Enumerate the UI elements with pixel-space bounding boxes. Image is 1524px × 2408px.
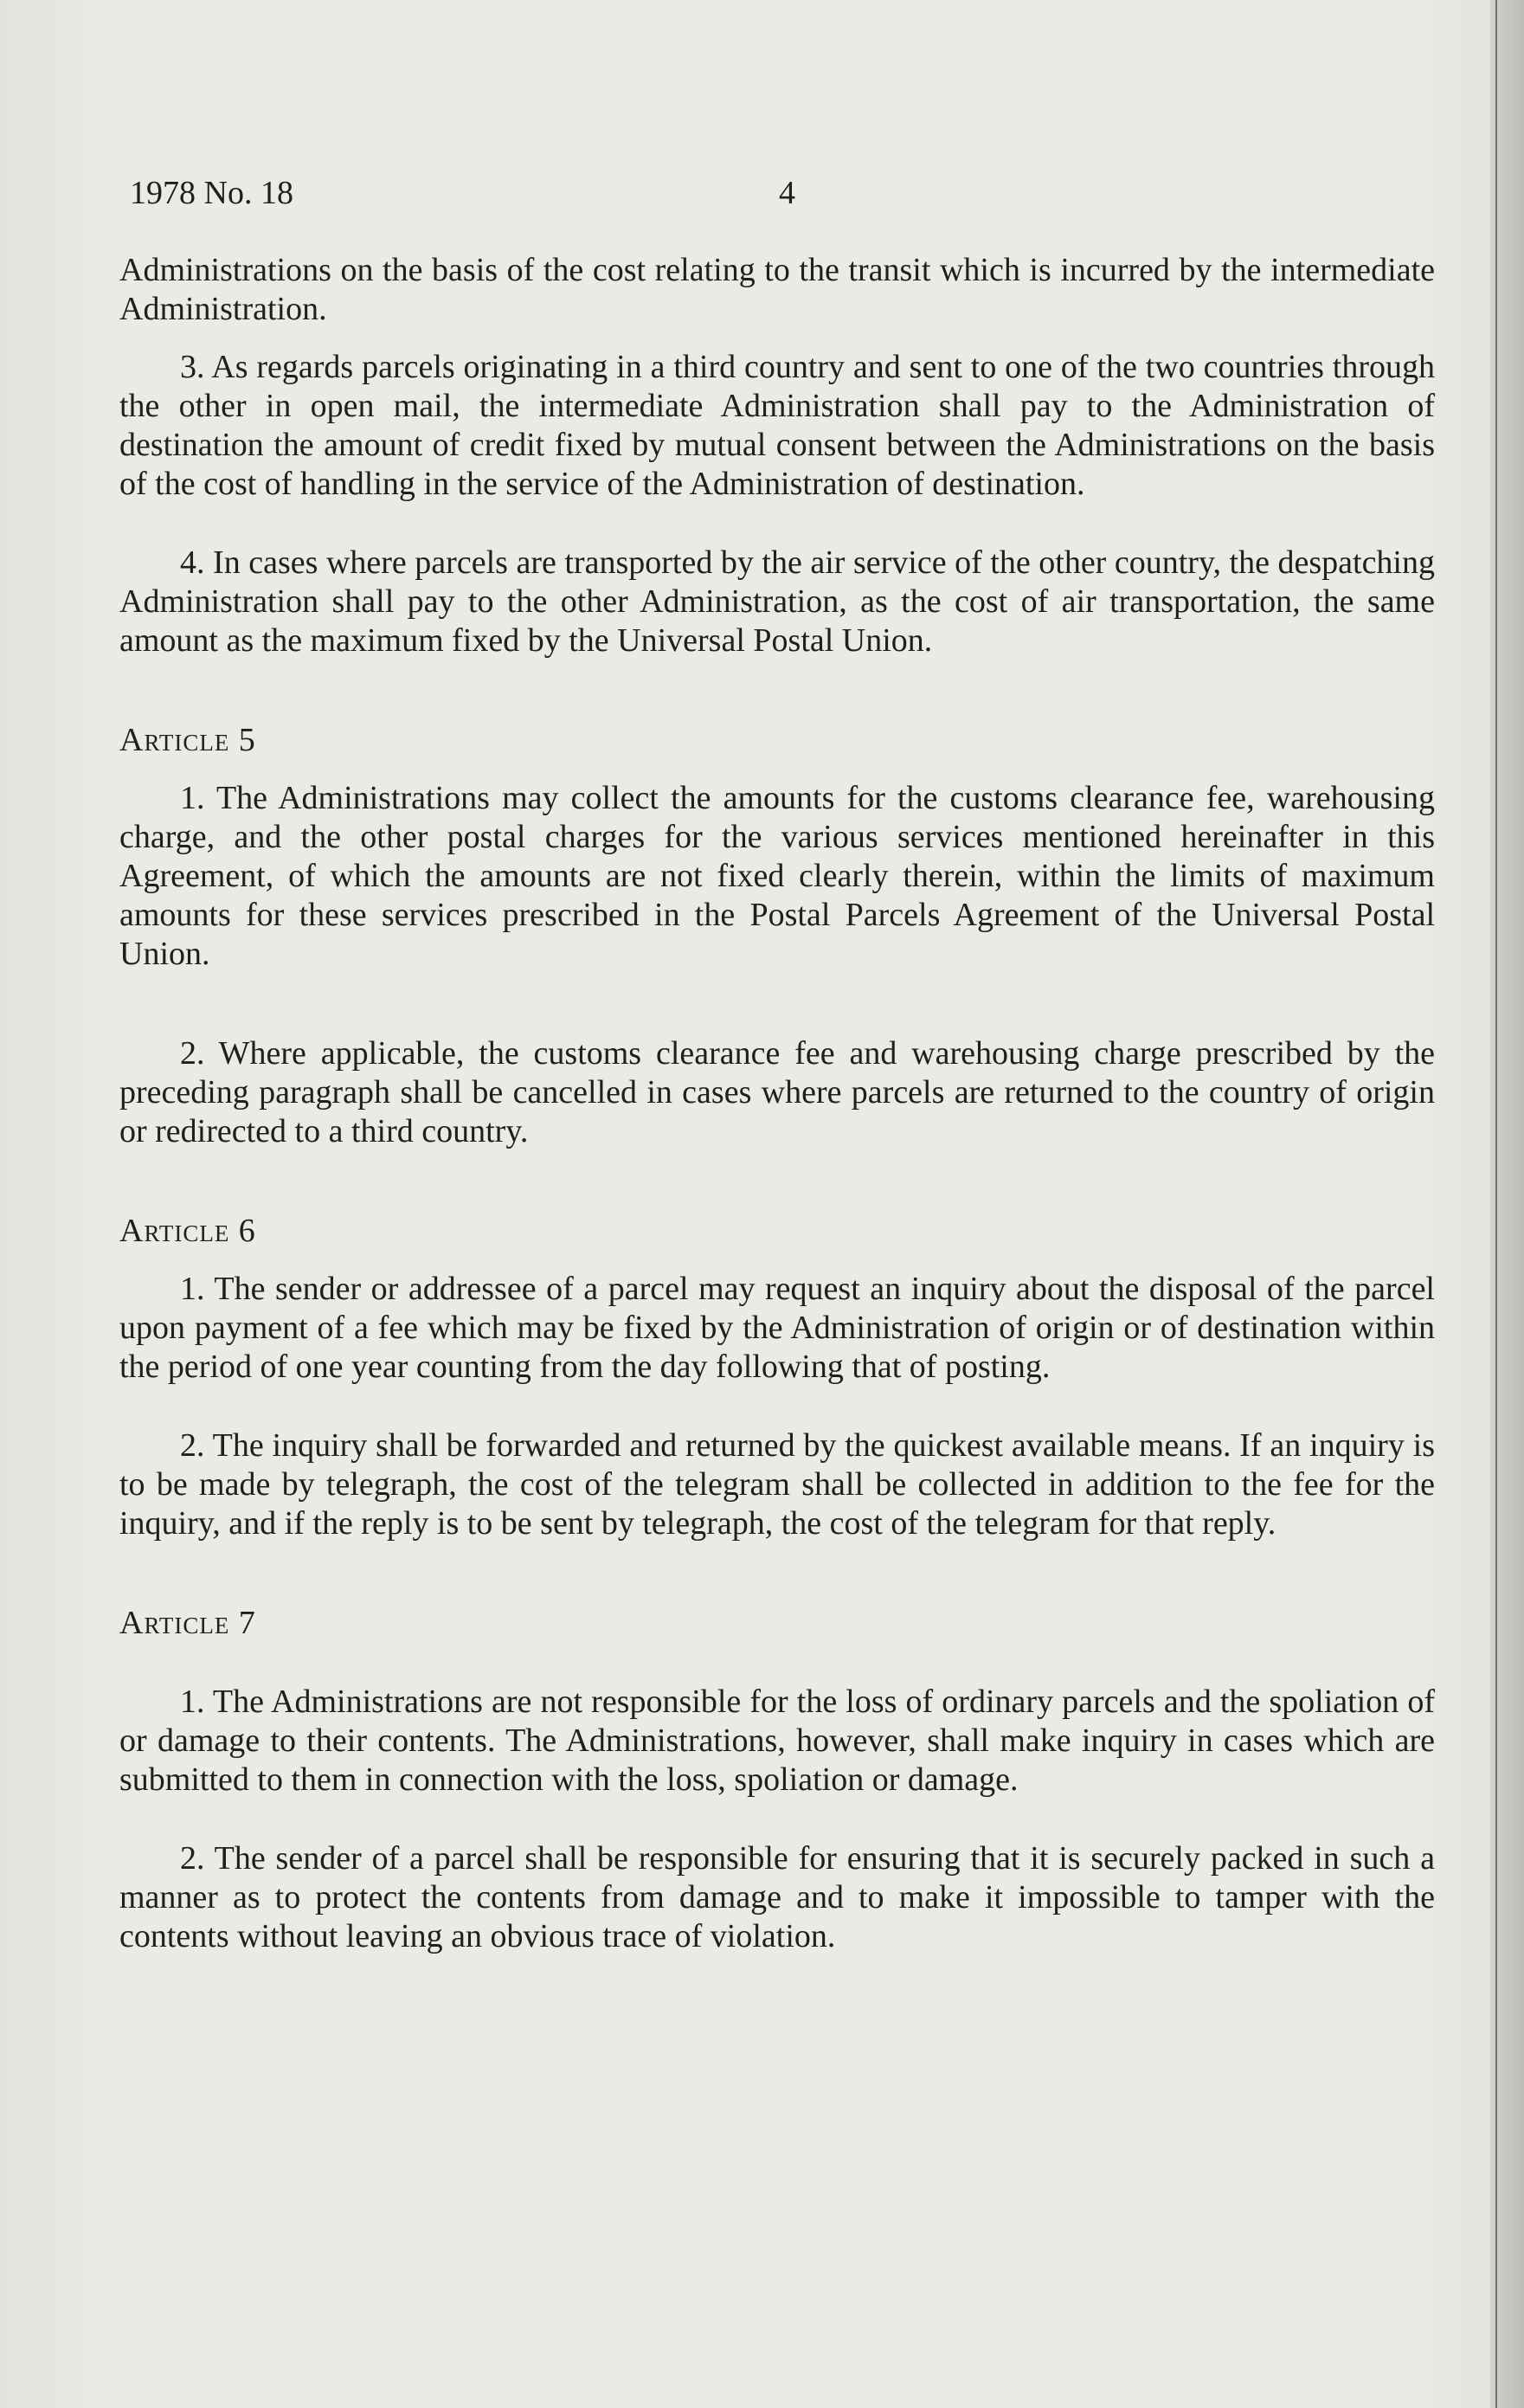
article-6-paragraph-1: 1. The sender or addressee of a parcel may request an inquiry about the disposal of the parcel upon payment of a fee which may be fixed by the Administration of origin or of destination within the period of one year counting from the day following that of posting. <box>119 1271 1435 1385</box>
article-5-paragraph-2: 2. Where applicable, the customs clearance fee and warehousing charge prescribed by the preceding paragraph shall be cancelled in cases where parcels are returned to the country of origin or redirected to a third country. <box>119 1035 1435 1149</box>
article-6-heading: Article 6 <box>119 1213 256 1249</box>
article-5-heading: Article 5 <box>119 722 256 758</box>
document-reference: 1978 No. 18 <box>130 175 293 211</box>
document-body <box>119 251 1435 1956</box>
page-header <box>130 171 1428 215</box>
continued-paragraph: Administrations on the basis of the cost relating to the transit which is incurred by the intermediate Administration. <box>119 252 1435 327</box>
article-6-paragraph-2: 2. The inquiry shall be forwarded and returned by the quickest available means. If an inquiry is to be made by telegraph, the cost of the telegram shall be collected in addition to the fee for the inquiry, and if the reply is to be sent by telegraph, the cost of the telegram for that reply. <box>119 1427 1435 1542</box>
paragraph-3: 3. As regards parcels originating in a third country and sent to one of the two countries through the other in open mail, the intermediate Administration shall pay to the Administration of destination the amount of credit fixed by mutual consent between the Administrations on the basis of the cost of handling in the service of the Administration of destination. <box>119 349 1435 502</box>
article-7-paragraph-2: 2. The sender of a parcel shall be responsible for ensuring that it is securely packed in such a manner as to protect the contents from damage and to make it impossible to tamper with the contents without leaving an obvious trace of violation. <box>119 1840 1435 1954</box>
article-5-paragraph-1: 1. The Administrations may collect the amounts for the customs clearance fee, warehousing charge, and the other postal charges for the various services mentioned hereinafter in this Agreement, of which the amounts are not fixed clearly therein, within the limits of maximum amounts for these services prescribed in the Postal Parcels Agreement of the Universal Postal Union. <box>119 780 1435 972</box>
article-7-heading: Article 7 <box>119 1605 256 1641</box>
paragraph-4: 4. In cases where parcels are transported by the air service of the other country, the despatching Administration shall pay to the other Administration, as the cost of air transportation, the same amount as the maximum fixed by the Universal Postal Union. <box>119 544 1435 659</box>
binding-line <box>1495 0 1497 2408</box>
article-7-paragraph-1: 1. The Administrations are not responsible for the loss of ordinary parcels and the spoliation of or damage to their contents. The Administrations, however, shall make inquiry in cases which are submitted to them in connection with the loss, spoliation or damage. <box>119 1684 1435 1798</box>
page-number: 4 <box>779 175 795 211</box>
